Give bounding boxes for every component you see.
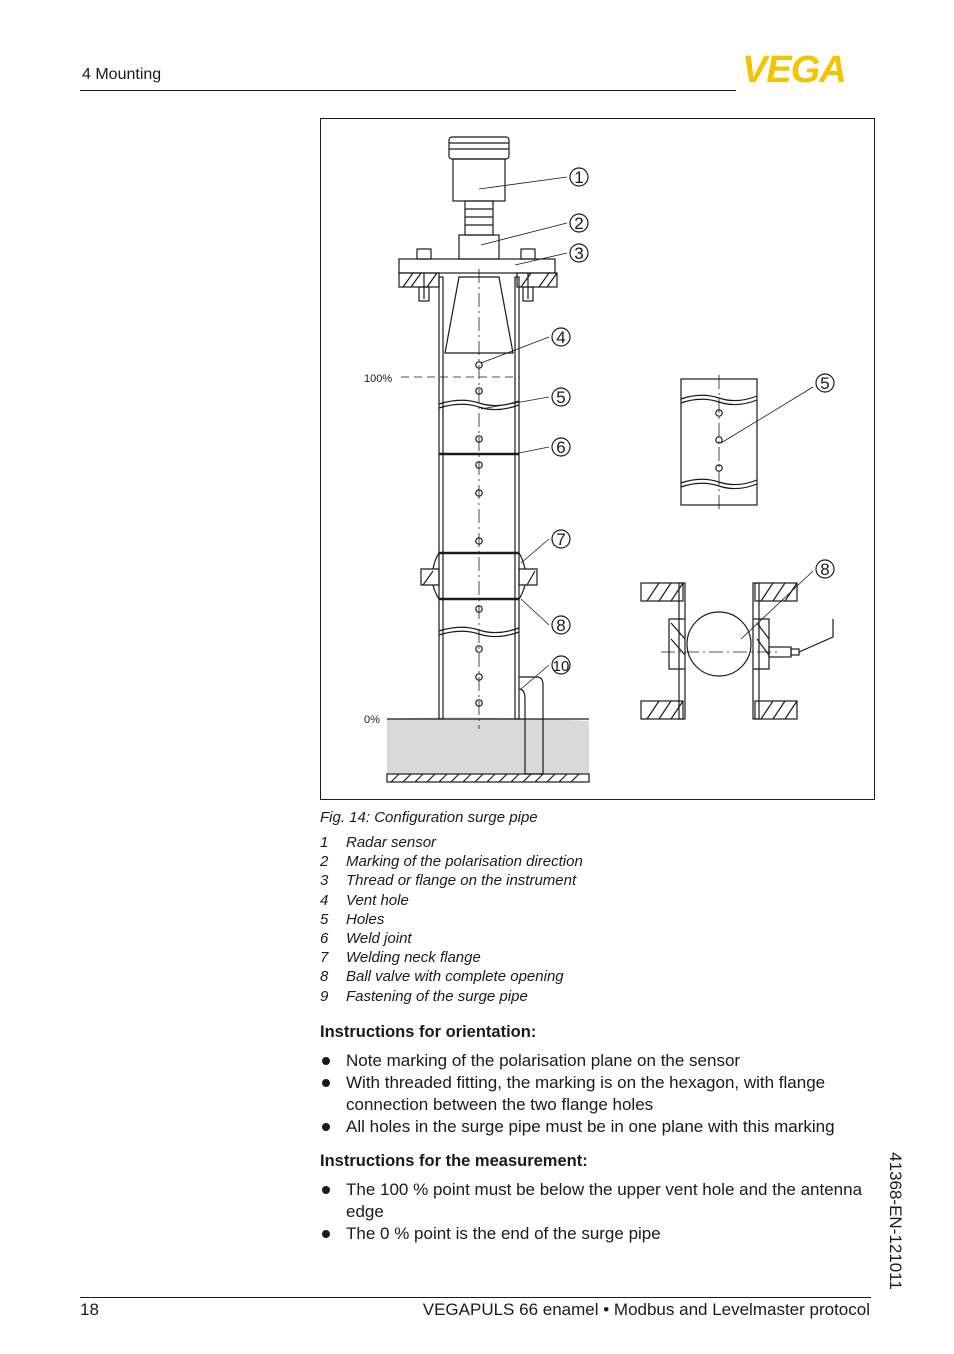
callout-leaders (479, 177, 813, 689)
header-rule (80, 90, 736, 91)
legend-item-label: Welding neck flange (346, 949, 481, 967)
figure-caption: Fig. 14: Configuration surge pipe (320, 809, 538, 826)
legend-item (320, 967, 583, 986)
callout-5-detail: 5 (820, 374, 830, 393)
legend-item-num: 8 (320, 968, 329, 986)
legend-item-num: 2 (320, 853, 329, 871)
legend-item (320, 871, 583, 890)
callout-7: 7 (556, 530, 566, 549)
nozzle-flange-hatching (403, 273, 557, 287)
measurement-list (320, 1179, 865, 1245)
legend-item-label: Radar sensor (346, 834, 437, 851)
document-number-container (880, 1136, 910, 1306)
header-section: 4 Mounting (82, 66, 162, 83)
legend-item-num: 4 (320, 891, 329, 909)
detail-pipe-section (681, 375, 757, 509)
legend-item (320, 929, 583, 948)
surge-pipe-figure (320, 118, 875, 800)
legend-item (320, 852, 583, 871)
measurement-heading: Instructions for the measurement: (320, 1152, 588, 1170)
legend-item-num: 6 (320, 929, 329, 947)
callout-4: 4 (556, 328, 566, 347)
legend-item-num: 9 (320, 987, 329, 1005)
level-0-label: 0% (364, 714, 380, 726)
level-100-label: 100% (364, 373, 393, 385)
list-item: With threaded fitting, the marking is on the hexagon, with flange connection between the two flange holes (320, 1072, 865, 1116)
list-item: The 0 % point is the end of the surge pipe (320, 1223, 865, 1245)
callout-5: 5 (556, 388, 566, 407)
vega-logo (742, 52, 872, 84)
bolt-left (417, 249, 431, 259)
footer-title: VEGAPULS 66 enamel • Modbus and Levelmaster protocol (422, 1300, 870, 1319)
callout-1: 1 (574, 168, 584, 187)
detail-ball-valve (641, 583, 833, 719)
callout-8-detail: 8 (820, 560, 830, 579)
legend-item (320, 987, 583, 1006)
sensor-housing (453, 159, 505, 201)
sensor-hex (459, 235, 499, 259)
product-surface (387, 717, 589, 774)
legend-item-label: Holes (346, 910, 385, 928)
legend-item (320, 891, 583, 910)
legend-item (320, 833, 583, 852)
logo-text: VEGA (742, 52, 846, 84)
sensor-neck-ribs (465, 209, 493, 225)
legend-item (320, 910, 583, 929)
legend-item-label: Fastening of the surge pipe (346, 987, 528, 1005)
welding-neck-flange-right (519, 553, 537, 585)
sensor-cap (449, 137, 509, 159)
callout-8: 8 (556, 616, 566, 635)
list-item: Note marking of the polarisation plane on the sensor (320, 1050, 865, 1072)
legend-item-num: 1 (320, 834, 329, 851)
legend-item-label: Weld joint (346, 929, 412, 947)
figure-legend (320, 833, 583, 1006)
legend-item-label: Thread or flange on the instrument (346, 872, 577, 890)
callout-3: 3 (574, 244, 584, 263)
footer-rule (80, 1297, 871, 1298)
callout-10: 10 (552, 658, 570, 675)
legend-item-label: Vent hole (346, 891, 409, 909)
legend-item (320, 948, 583, 967)
document-number: 41368-EN-121011 (886, 1152, 905, 1290)
list-item: The 100 % point must be below the upper vent hole and the antenna edge (320, 1179, 865, 1223)
callout-numbers (552, 168, 834, 674)
bolt-right (521, 249, 535, 259)
callout-2: 2 (574, 214, 584, 233)
legend-item-num: 5 (320, 910, 329, 928)
orientation-list (320, 1050, 865, 1138)
orientation-heading: Instructions for orientation: (320, 1023, 537, 1041)
legend-item-num: 3 (320, 872, 329, 890)
surge-pipe-drawing (321, 119, 876, 801)
callout-6: 6 (556, 438, 566, 457)
welding-neck-flange-left (421, 553, 439, 585)
legend-item-label: Ball valve with complete opening (346, 968, 564, 986)
sensor-cap-ribs (449, 143, 509, 149)
legend-item-label: Marking of the polarisation direction (346, 853, 583, 871)
legend-item-num: 7 (320, 949, 329, 967)
sensor-neck (465, 201, 493, 235)
page-number: 18 (80, 1300, 99, 1319)
list-item: All holes in the surge pipe must be in one plane with this marking (320, 1116, 865, 1138)
